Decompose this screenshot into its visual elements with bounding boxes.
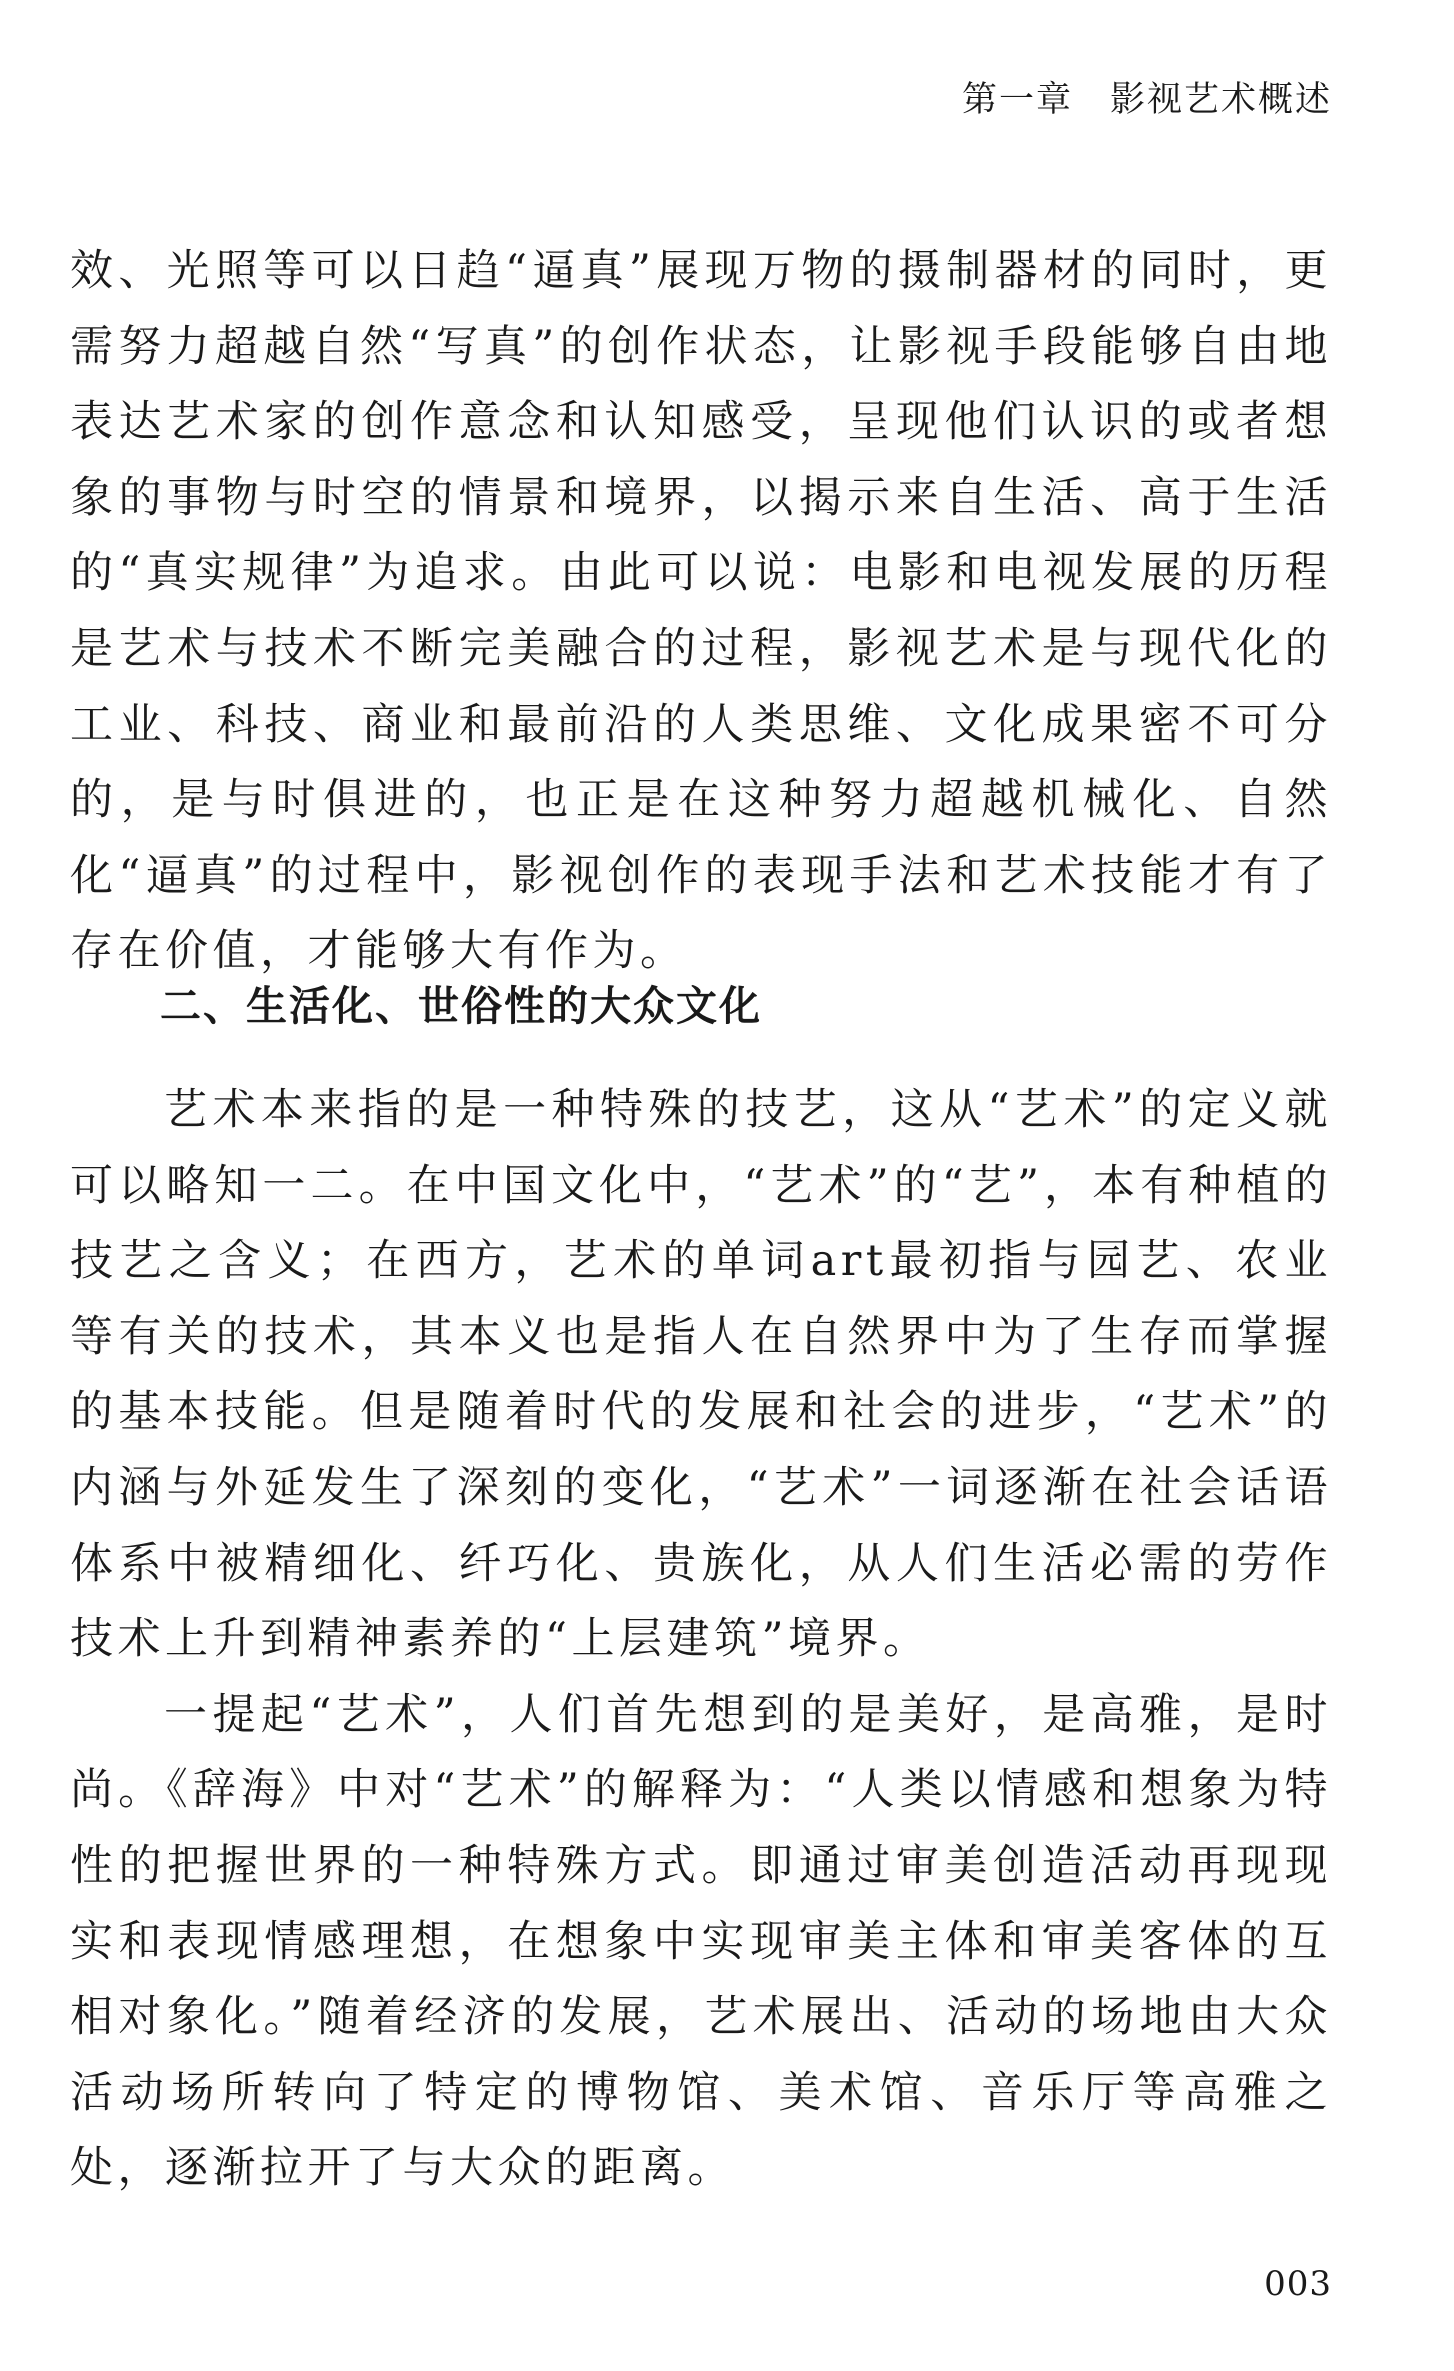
body-text-section [70, 1073, 1332, 2207]
paragraph-cihai-definition: 一提起“艺术”，人们首先想到的是美好，是高雅，是时尚。《辞海》中对“艺术”的解释为：“人类以情感和想象为特性的把握世界的一种特殊方式。即通过审美创造活动再现现实和表现情感理想，在想象中实现审美主体和审美客体的互相对象化。”随着经济的发展，艺术展出、活动的场地由大众活动场所转向了特定的博物馆、美术馆、音乐厅等高雅之处，逐渐拉开了与大众的距离。 [70, 1689, 1332, 2194]
paragraph-art-definition: 艺术本来指的是一种特殊的技艺，这从“艺术”的定义就可以略知一二。在中国文化中，“艺术”的“艺”，本有种植的技艺之含义；在西方，艺术的单词art最初指与园艺、农业等有关的技术，其本义也是指人在自然界中为了生存而掌握的基本技能。但是随着时代的发展和社会的进步，“艺术”的内涵与外延发生了深刻的变化，“艺术”一词逐渐在社会话语体系中被精细化、纤巧化、贵族化，从人们生活必需的劳作技术上升到精神素养的“上层建筑”境界。 [70, 1085, 1332, 1665]
section-heading: 二、生活化、世俗性的大众文化 [160, 982, 762, 1030]
running-header: 第一章 影视艺术概述 [961, 80, 1332, 120]
body-text-top [70, 234, 1332, 990]
paragraph-continued: 效、光照等可以日趋“逼真”展现万物的摄制器材的同时，更需努力超越自然“写真”的创作状态，让影视手段能够自由地表达艺术家的创作意念和认知感受，呈现他们认识的或者想象的事物与时空的情景和境界，以揭示来自生活、高于生活的“真实规律”为追求。由此可以说：电影和电视发展的历程是艺术与技术不断完美融合的过程，影视艺术是与现代化的工业、科技、商业和最前沿的人类思维、文化成果密不可分的，是与时俱进的，也正是在这种努力超越机械化、自然化“逼真”的过程中，影视创作的表现手法和艺术技能才有了存在价值，才能够大有作为。 [70, 246, 1332, 977]
page-number: 003 [1264, 2264, 1332, 2304]
